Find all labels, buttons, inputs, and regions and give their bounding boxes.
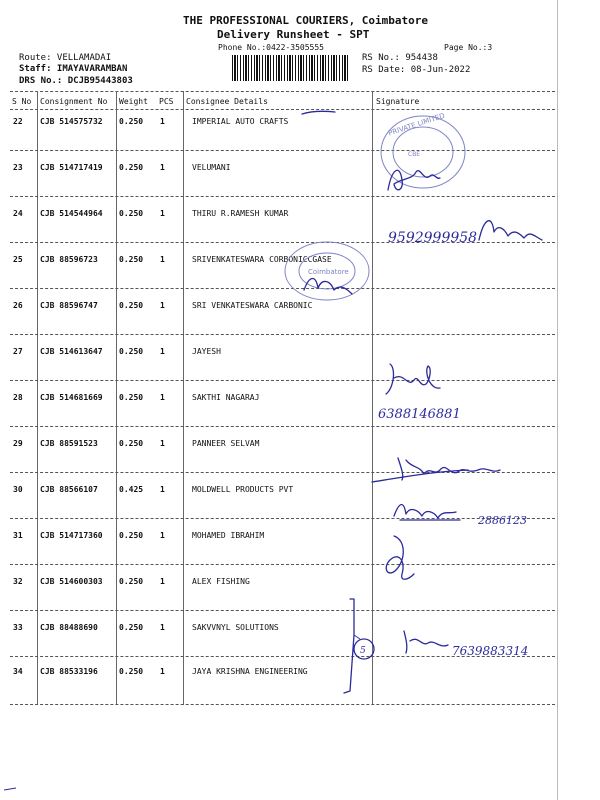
header-divider-bottom	[10, 109, 555, 110]
row-weight: 0.250	[119, 301, 144, 310]
route-label: Route: VELLAMADAI	[19, 53, 112, 63]
row-sno: 32	[13, 577, 23, 586]
row-consignee: PANNEER SELVAM	[192, 439, 260, 448]
row-weight: 0.250	[119, 393, 144, 402]
row-weight: 0.250	[119, 347, 144, 356]
row-divider	[10, 704, 555, 705]
header-divider-top	[10, 91, 555, 92]
stamp-text: Coimbatore	[308, 268, 349, 276]
row-consignment: CJB 514575732	[40, 117, 103, 126]
col-signature: Signature	[376, 97, 420, 106]
row-consignee: THIRU R.RAMESH KUMAR	[192, 209, 289, 218]
row-consignee: SRIVENKATESWARA CORBONICCGASE	[192, 255, 332, 264]
col-sno: S No	[12, 97, 32, 106]
row-consignment: CJB 514717419	[40, 163, 103, 172]
row-sno: 23	[13, 163, 23, 172]
row-consignee: JAYA KRISHNA ENGINEERING	[192, 667, 308, 676]
row-weight: 0.250	[119, 209, 144, 218]
row-pcs: 1	[160, 577, 165, 586]
staff-label: Staff: IMAYAVARAMBAN	[19, 64, 128, 74]
row-pcs: 1	[160, 209, 165, 218]
row-sno: 30	[13, 485, 23, 494]
row-divider	[10, 426, 555, 427]
handwritten-phone: 7639883314	[452, 644, 529, 658]
row-consignee: ALEX FISHING	[192, 577, 250, 586]
row-consignment: CJB 514600303	[40, 577, 103, 586]
row-consignment: CJB 514544964	[40, 209, 103, 218]
row-divider	[10, 334, 555, 335]
row-consignee: VELUMANI	[192, 163, 231, 172]
row-pcs: 1	[160, 163, 165, 172]
signature-31	[376, 530, 426, 586]
column-separator	[37, 91, 38, 705]
row-sno: 27	[13, 347, 23, 356]
page-number: Page No.:3	[444, 43, 493, 52]
row-consignment: CJB 514681669	[40, 393, 103, 402]
row-pcs: 1	[160, 347, 165, 356]
row-consignee: SRI VENKATESWARA CARBONIC	[192, 301, 313, 310]
row-weight: 0.250	[119, 623, 144, 632]
circled-number: 5	[360, 646, 366, 656]
row-weight: 0.425	[119, 485, 144, 494]
pen-mark	[300, 108, 340, 118]
signature-33	[330, 595, 555, 700]
row-weight: 0.250	[119, 439, 144, 448]
signature-25	[300, 270, 360, 300]
row-sno: 33	[13, 623, 23, 632]
col-consignee: Consignee Details	[186, 97, 268, 106]
row-pcs: 1	[160, 301, 165, 310]
row-pcs: 1	[160, 623, 165, 632]
document-title: THE PROFESSIONAL COURIERS, Coimbatore	[183, 14, 429, 27]
rs-date: RS Date: 08-Jun-2022	[362, 65, 471, 75]
signature-27	[380, 358, 450, 400]
handwritten-phone: 9592999958	[388, 230, 478, 246]
row-consignee: JAYESH	[192, 347, 221, 356]
row-consignment: CJB 88596723	[40, 255, 98, 264]
row-consignment: CJB 514717360	[40, 531, 103, 540]
row-sno: 28	[13, 393, 23, 402]
svg-text:CBE: CBE	[408, 151, 421, 158]
column-separator	[116, 91, 117, 705]
barcode	[232, 55, 350, 81]
row-divider	[10, 196, 555, 197]
column-separator	[183, 91, 184, 705]
signature-29	[368, 448, 508, 488]
row-sno: 31	[13, 531, 23, 540]
col-weight: Weight	[119, 97, 148, 106]
phone-number: Phone No.:0422-3505555	[218, 43, 324, 52]
document-subtitle: Delivery Runsheet - SPT	[217, 28, 370, 41]
row-consignee: MOHAMED IBRAHIM	[192, 531, 265, 540]
row-sno: 29	[13, 439, 23, 448]
col-consignment: Consignment No	[40, 97, 108, 106]
signature-28	[376, 400, 476, 424]
row-pcs: 1	[160, 439, 165, 448]
row-consignee: SAKTHI NAGARAJ	[192, 393, 260, 402]
row-consignment: CJB 514613647	[40, 347, 103, 356]
row-sno: 25	[13, 255, 23, 264]
row-consignment: CJB 88488690	[40, 623, 98, 632]
row-consignee: IMPERIAL AUTO CRAFTS	[192, 117, 289, 126]
row-pcs: 1	[160, 485, 165, 494]
pen-mark	[2, 782, 22, 794]
row-pcs: 1	[160, 255, 165, 264]
rs-number: RS No.: 954438	[362, 53, 438, 63]
row-divider	[10, 150, 555, 151]
row-weight: 0.250	[119, 577, 144, 586]
row-consignee: MOLDWELL PRODUCTS PVT	[192, 485, 294, 494]
row-pcs: 1	[160, 531, 165, 540]
row-sno: 26	[13, 301, 23, 310]
signature-30	[390, 496, 560, 528]
drs-number: DRS No.: DCJB95443803	[19, 76, 133, 86]
row-weight: 0.250	[119, 255, 144, 264]
row-weight: 0.250	[119, 531, 144, 540]
row-weight: 0.250	[119, 667, 144, 676]
signature-24	[374, 210, 554, 250]
row-pcs: 1	[160, 393, 165, 402]
row-consignment: CJB 88533196	[40, 667, 98, 676]
col-pcs: PCS	[159, 97, 174, 106]
row-consignment: CJB 88591523	[40, 439, 98, 448]
row-consignment: CJB 88596747	[40, 301, 98, 310]
handwritten-phone: 2886123	[478, 514, 527, 527]
row-consignment: CJB 88566107	[40, 485, 98, 494]
signature-23	[382, 160, 442, 198]
row-consignee: SAKVVNYL SOLUTIONS	[192, 623, 279, 632]
row-divider	[10, 564, 555, 565]
row-sno: 22	[13, 117, 23, 126]
row-pcs: 1	[160, 667, 165, 676]
page-edge-line	[557, 0, 558, 800]
row-sno: 24	[13, 209, 23, 218]
row-divider	[10, 380, 555, 381]
row-sno: 34	[13, 667, 23, 676]
row-weight: 0.250	[119, 163, 144, 172]
row-weight: 0.250	[119, 117, 144, 126]
stamp-text: PRIVATE LIMITED	[387, 111, 446, 138]
row-pcs: 1	[160, 117, 165, 126]
handwritten-phone: 6388146881	[378, 407, 461, 422]
